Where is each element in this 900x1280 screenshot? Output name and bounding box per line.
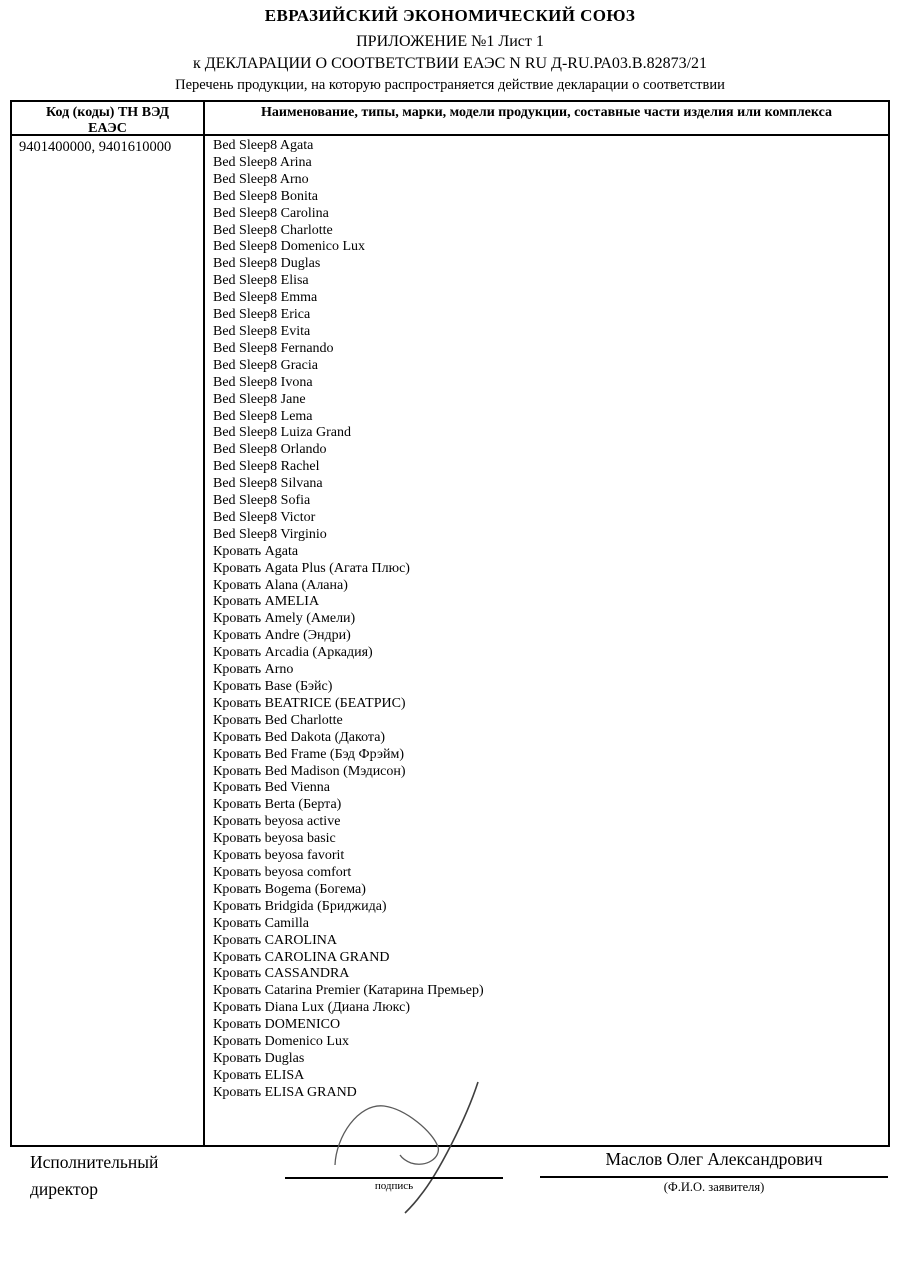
product-item: Bed Sleep8 Victor [213,509,316,525]
products-list-cell [205,136,888,1145]
product-item: Bed Sleep8 Emma [213,290,318,306]
executive-director-label: Исполнительный директор [30,1152,159,1199]
product-item: Кровать ELISA [213,1067,305,1083]
product-item: Bed Sleep8 Jane [213,391,306,407]
applicant-name: Маслов Олег Александрович [540,1149,888,1178]
document-header [0,0,900,94]
product-item: Кровать Arno [213,662,294,678]
product-item: Кровать Duglas [213,1050,305,1066]
product-item: Кровать BEATRICE (БЕАТРИС) [213,695,406,711]
product-item: Кровать Bed Vienna [213,780,331,796]
product-item: Кровать beyosa comfort [213,864,352,880]
product-item: Кровать CAROLINA GRAND [213,949,390,965]
product-item: Bed Sleep8 Carolina [213,205,329,221]
product-item: Bed Sleep8 Elisa [213,273,309,289]
signature-caption: подпись [374,1180,414,1192]
product-item: Bed Sleep8 Orlando [213,442,327,458]
product-item: Кровать Bed Frame (Бэд Фрэйм) [213,746,404,762]
product-item: Кровать AMELIA [213,594,320,610]
product-item: Кровать Berta (Берта) [213,797,342,813]
product-item: Кровать Catarina Premier (Катарина Премьер) [213,983,484,999]
product-item: Bed Sleep8 Arina [213,154,312,170]
product-item: Bed Sleep8 Lema [213,408,313,424]
product-item: Bed Sleep8 Silvana [213,476,323,492]
products-table [10,100,890,1147]
table-header-row [12,102,888,136]
product-item: Bed Sleep8 Agata [213,138,314,153]
product-item: Кровать CASSANDRA [213,966,350,982]
product-item: Bed Sleep8 Fernando [213,340,334,356]
column-header-name: Наименование, типы, марки, модели продукции, составные части изделия или комплекса [261,105,832,120]
product-item: Bed Sleep8 Luiza Grand [213,425,352,441]
appendix-line: ПРИЛОЖЕНИЕ №1 Лист 1 [356,33,544,50]
product-item: Bed Sleep8 Duglas [213,256,321,272]
tnved-codes-cell: 9401400000, 9401610000 [12,136,205,1145]
product-item: Bed Sleep8 Rachel [213,459,320,475]
product-item: Кровать Bridgida (Бриджида) [213,898,387,914]
product-item: Кровать Agata [213,543,299,559]
product-item: Кровать Alana (Алана) [213,577,348,593]
table-body-row [12,136,888,1145]
product-item: Bed Sleep8 Bonita [213,188,318,204]
list-description-line: Перечень продукции, на которую распространяется действие декларации о соответствии [175,77,725,93]
product-item: Кровать beyosa active [213,814,341,830]
signature-line-block [285,1177,503,1192]
product-item: Кровать DOMENICO [213,1017,341,1033]
union-title: ЕВРАЗИЙСКИЙ ЭКОНОМИЧЕСКИЙ СОЮЗ [264,6,636,25]
product-item: Bed Sleep8 Ivona [213,374,313,390]
product-item: Bed Sleep8 Erica [213,307,311,323]
product-item: Кровать Bed Charlotte [213,712,343,728]
product-item: Кровать Base (Бэйс) [213,679,333,694]
product-item: Bed Sleep8 Gracia [213,357,318,373]
product-item: Кровать Bed Dakota (Дакота) [213,729,386,745]
product-item: Кровать Arcadia (Аркадия) [213,645,373,661]
product-item: Кровать Amely (Амели) [213,611,356,627]
product-item: Кровать beyosa basic [213,831,336,847]
product-item: Кровать Bed Madison (Мэдисон) [213,763,406,779]
product-item: Кровать Diana Lux (Диана Люкс) [213,1000,411,1016]
product-item: Bed Sleep8 Sofia [213,493,311,509]
product-item: Кровать CAROLINA [213,932,337,948]
product-item: Кровать Andre (Эндри) [213,628,351,644]
product-item: Кровать Agata Plus (Агата Плюс) [213,560,410,576]
product-item: Кровать Camilla [213,915,309,931]
product-item: Bed Sleep8 Domenico Lux [213,239,366,255]
product-item: Bed Sleep8 Charlotte [213,222,333,238]
applicant-block [540,1149,888,1195]
product-item: Bed Sleep8 Evita [213,323,311,339]
product-item: Кровать Bogema (Богема) [213,881,366,897]
product-item: Кровать Domenico Lux [213,1034,349,1050]
applicant-caption: (Ф.И.О. заявителя) [663,1180,765,1194]
product-item: Кровать beyosa favorit [213,848,345,864]
column-header-code: Код (коды) ТН ВЭД ЕАЭС [12,102,205,134]
product-item: Bed Sleep8 Arno [213,171,309,187]
product-item: Кровать ELISA GRAND [213,1084,357,1100]
product-item: Bed Sleep8 Virginio [213,526,327,542]
declaration-number-line: к ДЕКЛАРАЦИИ О СООТВЕТСТВИИ ЕАЭС N RU Д-RU.РА03.В.82873/21 [192,55,708,72]
